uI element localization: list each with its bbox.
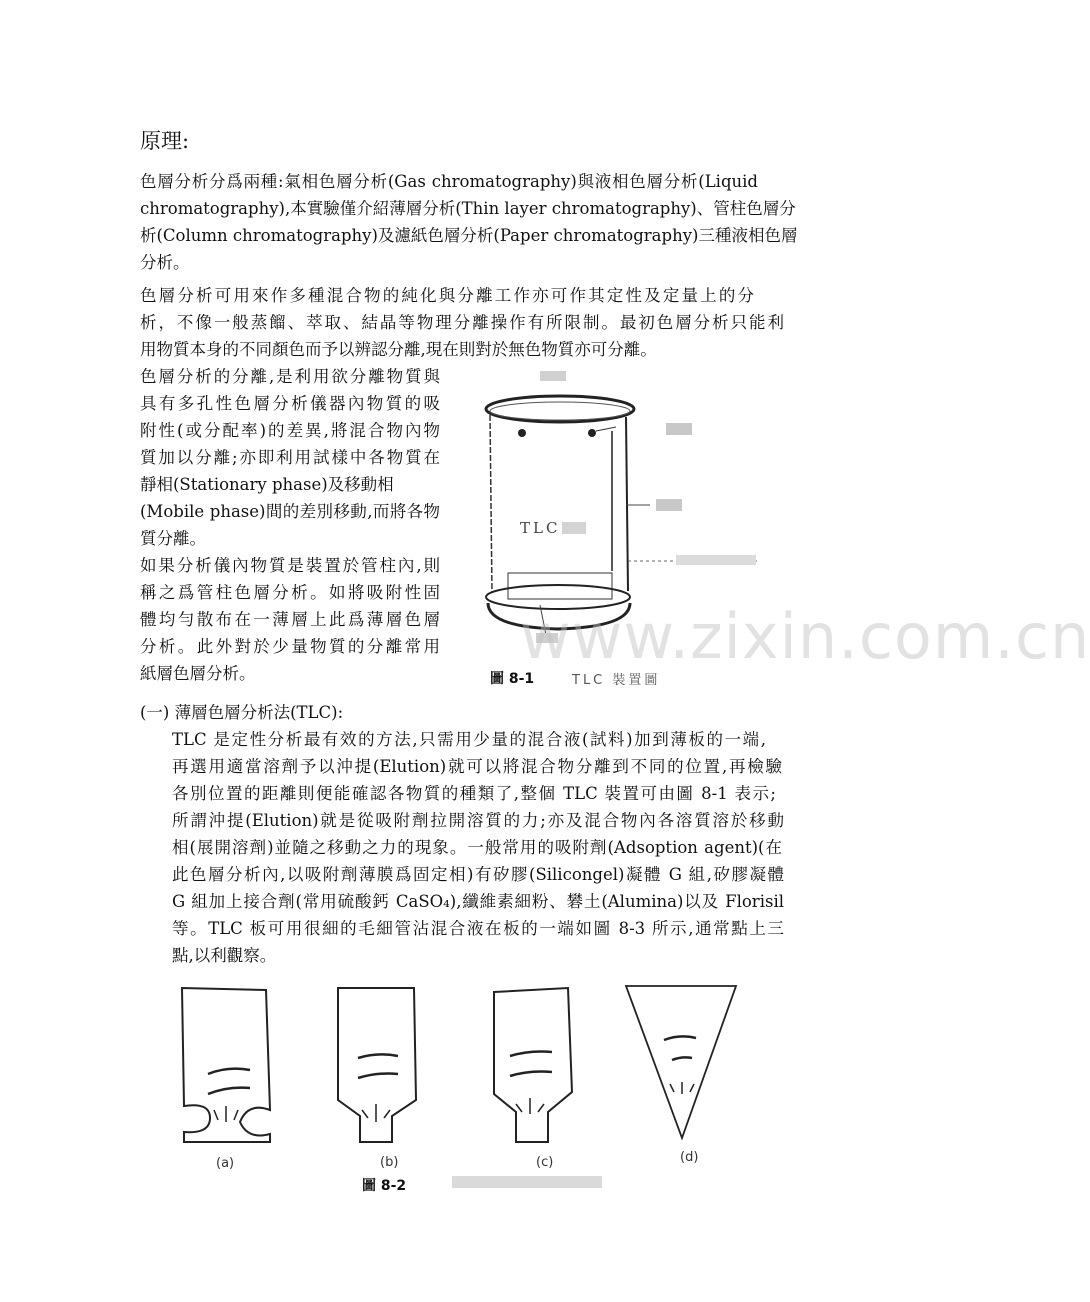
para1-line-2: chromatography),本實驗僅介紹薄層分析(Thin layer chromatography)、管柱色層分 — [140, 199, 796, 218]
para3-line-1: 色層分析的分離,是利用欲分離物質與 — [140, 367, 440, 386]
figure1-caption-text: TLC 裝置圖 — [572, 673, 661, 688]
plate-shape-b — [338, 988, 416, 1142]
para2-line-2: 析，不像一般蒸餾、萃取、結晶等物理分離操作有所限制。最初色層分析只能利 — [140, 313, 784, 332]
para3-line-4: 質加以分離;亦即利用試樣中各物質在 — [140, 448, 440, 467]
page-title: 原理: — [140, 129, 190, 153]
para1-line-4: 分析。 — [140, 253, 190, 272]
para3-line-11: 分析。此外對於少量物質的分離常用 — [140, 637, 440, 656]
section-heading: (一) 薄層色層分析法(TLC): — [140, 703, 344, 722]
para4-line-9: 點,以利觀察。 — [172, 946, 277, 965]
tlc-plate-label: TLC — [520, 519, 561, 537]
para4-line-1: TLC 是定性分析最有效的方法,只需用少量的混合液(試料)加到薄板的一端, — [172, 730, 766, 749]
para3-line-8: 如果分析儀內物質是裝置於管柱內,則 — [140, 556, 440, 575]
para3-line-12: 紙層色層分析。 — [140, 664, 256, 683]
para1-line-3: 析(Column chromatography)及濾紙色層分析(Paper chromatography)三種液相色層 — [140, 226, 798, 245]
plate-shape-c — [494, 988, 572, 1142]
para3-line-2: 具有多孔性色層分析儀器內物質的吸 — [140, 394, 440, 413]
figure2-caption-smudge — [452, 1176, 602, 1188]
figure1-caption-number: 圖 8-1 — [490, 671, 535, 687]
para2-line-1: 色層分析可用來作多種混合物的純化與分離工作亦可作其定性及定量上的分 — [140, 286, 754, 305]
para3-line-6: (Mobile phase)間的差別移動,而將各物 — [140, 502, 440, 521]
plate-label-d: (d) — [680, 1150, 699, 1165]
plate-label-c: (c) — [536, 1155, 554, 1170]
watermark: www.zixin.com.cn — [520, 600, 1090, 673]
para3-line-9: 稱之爲管柱色層分析。如將吸附性固 — [140, 583, 440, 602]
plate-label-a: (a) — [216, 1156, 235, 1171]
plate-shape-d — [626, 986, 736, 1138]
para3-line-7: 質分離。 — [140, 529, 206, 548]
para4-line-8: 等。TLC 板可用很細的毛細管沾混合液在板的一端如圖 8-3 所示,通常點上三 — [172, 919, 784, 938]
para4-line-7: G 組加上接合劑(常用硫酸鈣 CaSO₄),纖維素細粉、礬土(Alumina)以及 Florisil — [172, 892, 784, 911]
para4-line-6: 此色層分析內,以吸附劑薄膜爲固定相)有矽膠(Silicongel)凝體 G 組,矽膠凝體 — [172, 865, 784, 884]
para3-line-5: 靜相(Stationary phase)及移動相 — [140, 475, 394, 494]
plate-label-b: (b) — [380, 1155, 399, 1170]
plate-shape-a — [182, 988, 270, 1142]
para1-line-1: 色層分析分爲兩種:氣相色層分析(Gas chromatography)與液相色層分析(Liquid — [140, 172, 758, 191]
figure2-caption-number: 圖 8-2 — [362, 1178, 407, 1194]
para3-line-10: 體均勻散布在一薄層上此爲薄層色層 — [140, 610, 440, 629]
para4-line-3: 各別位置的距離則便能確認各物質的種類了,整個 TLC 裝置可由圖 8-1 表示; — [172, 784, 776, 803]
para4-line-4: 所謂沖提(Elution)就是從吸附劑拉開溶質的力;亦及混合物內各溶質溶於移動 — [172, 811, 784, 830]
para4-line-2: 再選用適當溶劑予以沖提(Elution)就可以將混合物分離到不同的位置,再檢驗 — [172, 757, 782, 776]
para3-line-3: 附性(或分配率)的差異,將混合物內物 — [140, 421, 440, 440]
tlc-plates-figure — [170, 982, 730, 1162]
para2-line-3: 用物質本身的不同顏色而予以辨認分離,現在則對於無色物質亦可分離。 — [140, 340, 657, 359]
para4-line-5: 相(展開溶劑)並隨之移動之力的現象。一般常用的吸附劑(Adsoption agent)(在 — [172, 838, 782, 857]
